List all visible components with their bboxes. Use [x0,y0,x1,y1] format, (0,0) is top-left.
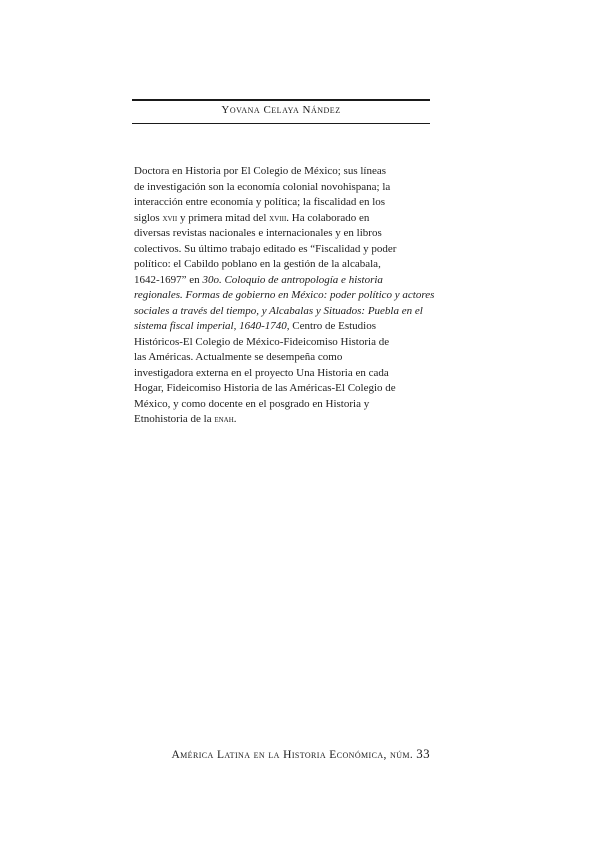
bio-line: investigadora externa en el proyecto Una Historia en cada [134,366,389,379]
bio-text: siglos [134,211,163,224]
header-rule-bottom [132,123,430,124]
bio-line [134,211,430,227]
bio-text: y primera mitad del [177,211,270,224]
bio-line: Históricos-El Colegio de México-Fideicomiso Historia de [134,335,390,348]
bio-line: de investigación son la economía colonial novohispana; la [134,180,391,193]
bio-century: xvii [162,212,178,224]
bio-text: Etnohistoria de la [134,413,215,425]
bio-line [134,319,430,335]
bio-line [134,273,430,289]
bio-book-title: sociales a través del tiempo, y Alcabalas y Situados: Puebla en el [134,304,423,317]
bio-line: político: el Cabildo poblano en la gestión de la alcabala, [134,258,381,270]
header-rule-top [132,99,430,101]
bio-book-title: regionales. Formas de gobierno en México: poder político y actores [134,289,435,301]
bio-line [134,412,430,428]
bio-text: 1642-1697” en [134,273,203,286]
bio-line: colectivos. Su último trabajo editado es “Fiscalidad y poder [134,242,397,255]
bio-line: diversas revistas nacionales e internacionales y en libros [134,227,382,239]
bio-line: México, y como docente en el posgrado en Historia y [134,397,370,410]
running-head: Yovana Celaya Nández [221,104,341,116]
footer-page-number: 33 [416,746,430,761]
bio-book-title: 30o. Coloquio de antropología e historia [202,273,383,286]
bio-line: Hogar, Fideicomiso Historia de las Américas-El Colegio de [134,382,396,394]
bio-line: las Américas. Actualmente se desempeña como [134,351,343,363]
bio-acronym: enah [214,414,234,425]
author-bio [134,164,435,428]
bio-century: xviii [269,212,287,224]
footer-series-title: América Latina en la Historia Económica, núm. [171,749,414,761]
bio-text: Centro de Estudios [289,320,376,332]
bio-line [134,304,430,320]
page-footer [134,746,430,762]
bio-line: Doctora en Historia por El Colegio de México; sus líneas [134,165,387,177]
bio-line [134,288,435,304]
bio-book-title: sistema fiscal imperial, 1640-1740, [134,320,290,332]
bio-text: . Ha colaborado en [286,211,370,224]
bio-text: . [233,413,237,425]
bio-line: interacción entre economía y política; la fiscalidad en los [134,196,386,208]
